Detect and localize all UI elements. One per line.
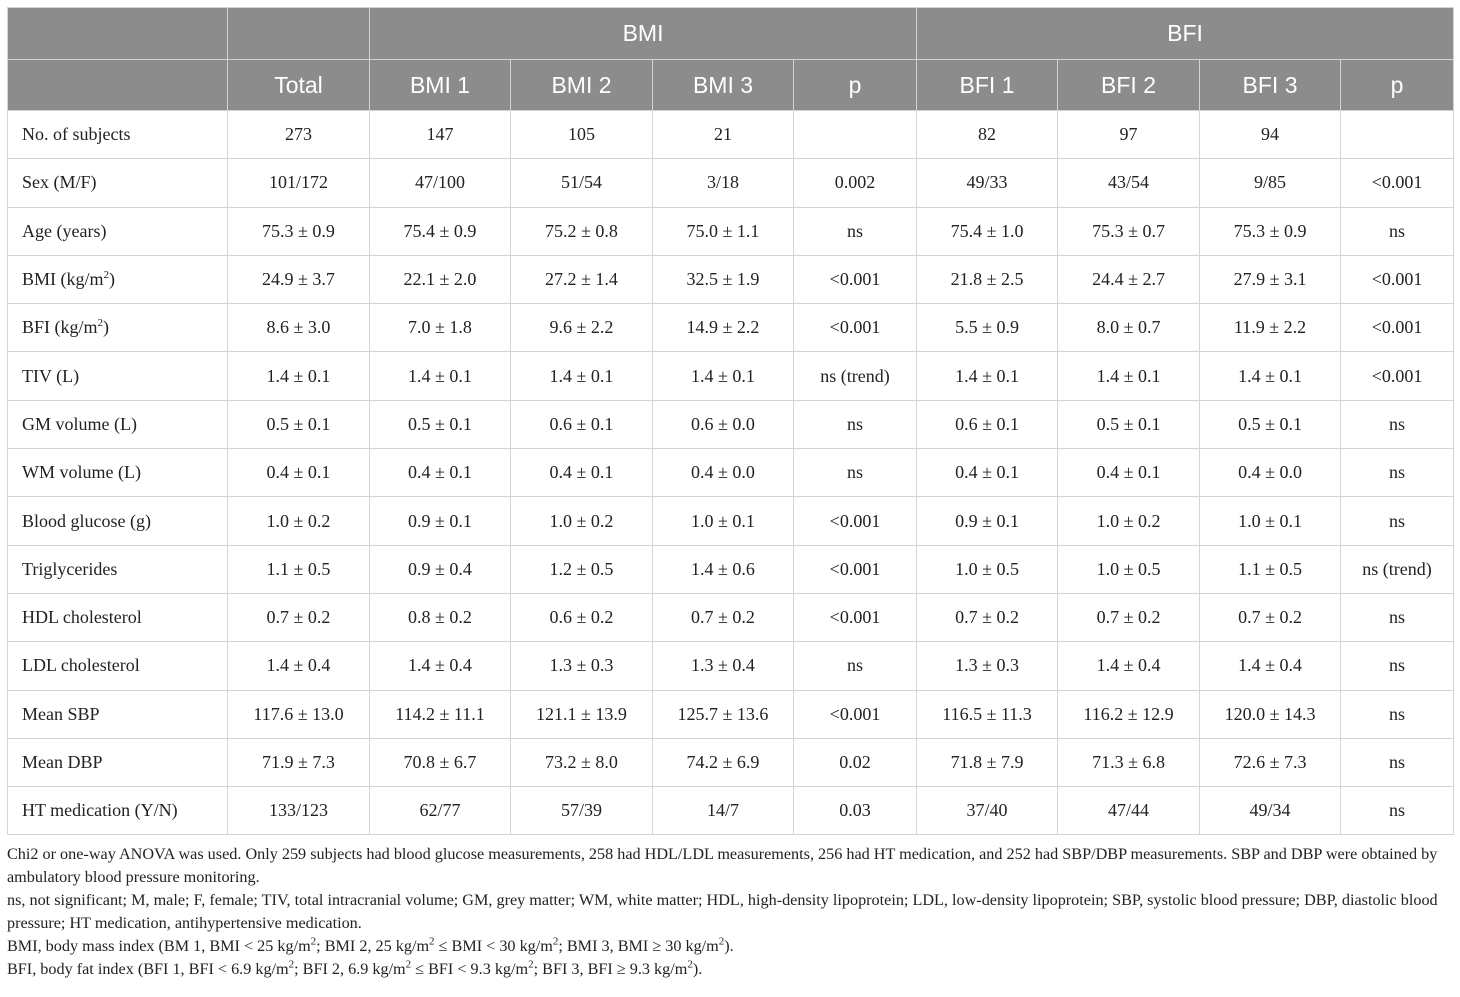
table-cell: 1.3 ± 0.3 (917, 642, 1058, 690)
table-cell: 73.2 ± 8.0 (511, 738, 653, 786)
table-cell: 75.0 ± 1.1 (653, 207, 794, 255)
row-label (8, 497, 228, 545)
table-cell: <0.001 (1341, 255, 1454, 303)
table-cell: 0.7 ± 0.2 (1200, 593, 1341, 641)
table-cell: 47/44 (1058, 787, 1200, 835)
table-cell: ns (1341, 449, 1454, 497)
table-cell: 1.4 ± 0.4 (1200, 642, 1341, 690)
table-cell: 0.03 (794, 787, 917, 835)
table-cell: 14.9 ± 2.2 (653, 304, 794, 352)
table-cell: 7.0 ± 1.8 (370, 304, 511, 352)
row-label (8, 159, 228, 207)
table-cell: <0.001 (1341, 159, 1454, 207)
table-cell: 1.3 ± 0.4 (653, 642, 794, 690)
footnote-text: ; BMI 2, 25 kg/m (316, 937, 430, 956)
superscript: 2 (718, 936, 725, 949)
table-cell: 1.4 ± 0.1 (228, 352, 370, 400)
table-cell: 1.4 ± 0.1 (653, 352, 794, 400)
row-label-text: HT medication (Y/N) (22, 800, 178, 821)
table-cell: 0.4 ± 0.0 (1200, 449, 1341, 497)
footnote-abbreviations: ns, not significant; M, male; F, female; TIV, total intracranial volume; GM, grey matter; WM, white matter; HDL, high-density lipoprotein; LDL, low-density lipoprotein; SBP, systolic blood pressure; DBP, diastolic blood pressure; HT medication, antihypertensive medication. (7, 891, 1438, 933)
superscript: 2 (528, 959, 534, 972)
table-cell: 0.9 ± 0.4 (370, 545, 511, 593)
table-row (8, 593, 1454, 641)
column-header: p (794, 60, 917, 111)
table-cell: <0.001 (794, 497, 917, 545)
column-header: BMI 3 (653, 60, 794, 111)
table-cell (794, 111, 917, 159)
table-cell: 101/172 (228, 159, 370, 207)
footnote-text: ; BMI 3, BMI ≥ 30 kg/m (558, 937, 719, 956)
table-row (8, 111, 1454, 159)
column-header: BFI 3 (1200, 60, 1341, 111)
table-cell: ns (1341, 400, 1454, 448)
table-cell: 49/34 (1200, 787, 1341, 835)
table-cell: <0.001 (794, 304, 917, 352)
table-cell: 116.2 ± 12.9 (1058, 690, 1200, 738)
table-cell: 32.5 ± 1.9 (653, 255, 794, 303)
row-label (8, 400, 228, 448)
row-label (8, 787, 228, 835)
table-cell: 114.2 ± 11.1 (370, 690, 511, 738)
table-cell: 125.7 ± 13.6 (653, 690, 794, 738)
row-label (8, 738, 228, 786)
table-cell: 9/85 (1200, 159, 1341, 207)
column-header: BFI 2 (1058, 60, 1200, 111)
table-cell: 97 (1058, 111, 1200, 159)
table-cell: <0.001 (794, 545, 917, 593)
table-cell: 9.6 ± 2.2 (511, 304, 653, 352)
table-cell: 0.002 (794, 159, 917, 207)
table-cell: 0.7 ± 0.2 (1058, 593, 1200, 641)
table-cell: 1.4 ± 0.1 (1200, 352, 1341, 400)
row-label-text: Age (years) (22, 220, 107, 241)
table-cell: 1.0 ± 0.2 (228, 497, 370, 545)
table-cell: 3/18 (653, 159, 794, 207)
superscript: 2 (288, 959, 295, 972)
table-cell: 0.5 ± 0.1 (228, 400, 370, 448)
table-footnotes (7, 843, 1453, 981)
footnote-bmi-definition (7, 935, 1453, 958)
superscript: 2 (97, 317, 104, 330)
table-cell: 5.5 ± 0.9 (917, 304, 1058, 352)
footnote-text: BFI, body fat index (BFI 1, BFI < 6.9 kg/m (7, 960, 289, 979)
table-cell: 57/39 (511, 787, 653, 835)
table-cell: 11.9 ± 2.2 (1200, 304, 1341, 352)
table-cell: 94 (1200, 111, 1341, 159)
row-label-text: Mean SBP (22, 703, 100, 724)
table-row (8, 352, 1454, 400)
superscript: 2 (103, 269, 110, 282)
table-cell: 1.0 ± 0.1 (653, 497, 794, 545)
table-cell: 51/54 (511, 159, 653, 207)
table-cell: 71.3 ± 6.8 (1058, 738, 1200, 786)
table-cell: 49/33 (917, 159, 1058, 207)
table-cell: 116.5 ± 11.3 (917, 690, 1058, 738)
table-cell: 0.7 ± 0.2 (228, 593, 370, 641)
footnote-text: ; BFI 2, 6.9 kg/m (294, 960, 406, 979)
table-cell: ns (794, 400, 917, 448)
table-cell (1341, 111, 1454, 159)
table-row (8, 400, 1454, 448)
table-cell: 1.0 ± 0.2 (1058, 497, 1200, 545)
table-cell: 8.0 ± 0.7 (1058, 304, 1200, 352)
table-cell: 147 (370, 111, 511, 159)
table-cell: 43/54 (1058, 159, 1200, 207)
row-label (8, 690, 228, 738)
table-cell: 0.02 (794, 738, 917, 786)
footnote-text: ). (692, 960, 703, 979)
footnote-bfi-definition (7, 958, 1453, 981)
table-cell: 71.8 ± 7.9 (917, 738, 1058, 786)
table-cell: 1.4 ± 0.4 (228, 642, 370, 690)
table-cell: ns (1341, 738, 1454, 786)
table-cell: <0.001 (794, 593, 917, 641)
table-cell: 1.4 ± 0.1 (370, 352, 511, 400)
table-cell: ns (794, 642, 917, 690)
table-cell: 75.4 ± 1.0 (917, 207, 1058, 255)
table-cell: 0.8 ± 0.2 (370, 593, 511, 641)
table-cell: 1.2 ± 0.5 (511, 545, 653, 593)
table-cell: 75.3 ± 0.9 (1200, 207, 1341, 255)
table-row (8, 159, 1454, 207)
row-label-text: Blood glucose (g) (22, 510, 151, 531)
table-cell: 14/7 (653, 787, 794, 835)
table-cell: 21.8 ± 2.5 (917, 255, 1058, 303)
table-cell: 273 (228, 111, 370, 159)
table-cell: 0.9 ± 0.1 (370, 497, 511, 545)
table-cell: 0.5 ± 0.1 (1200, 400, 1341, 448)
footnote-methods: Chi2 or one-way ANOVA was used. Only 259 subjects had blood glucose measurements, 258 had HDL/LDL measurements, 256 had HT medication, and 252 had SBP/DBP measurements. SBP and DBP were obtained by ambulatory blood pressure monitoring. (7, 845, 1438, 887)
row-label-text: Triglycerides (22, 558, 118, 579)
table-header (8, 8, 1454, 111)
table-cell: 1.0 ± 0.2 (511, 497, 653, 545)
table-cell: <0.001 (1341, 352, 1454, 400)
table-cell: ns (trend) (1341, 545, 1454, 593)
column-header-row (8, 60, 1454, 111)
row-label (8, 352, 228, 400)
row-label (8, 111, 228, 159)
superscript: 2 (687, 959, 693, 972)
table-cell: ns (1341, 497, 1454, 545)
table-row (8, 545, 1454, 593)
group-header-row (8, 8, 1454, 60)
table-cell: 75.4 ± 0.9 (370, 207, 511, 255)
superscript: 2 (552, 936, 559, 949)
table-cell: 1.0 ± 0.5 (1058, 545, 1200, 593)
table-cell: ns (794, 207, 917, 255)
column-header: BFI 1 (917, 60, 1058, 111)
table-cell: 0.4 ± 0.1 (511, 449, 653, 497)
row-label-text: Sex (M/F) (22, 172, 97, 193)
table-cell: 71.9 ± 7.3 (228, 738, 370, 786)
table-cell: ns (1341, 207, 1454, 255)
table-cell: 1.4 ± 0.4 (370, 642, 511, 690)
row-label-text: LDL cholesterol (22, 655, 140, 676)
table-cell: 27.9 ± 3.1 (1200, 255, 1341, 303)
row-label-text: BMI (kg/m (22, 269, 104, 290)
table-row (8, 304, 1454, 352)
header-empty-cell (228, 8, 370, 60)
row-label-text: No. of subjects (22, 124, 131, 145)
table-cell: 74.2 ± 6.9 (653, 738, 794, 786)
row-label (8, 642, 228, 690)
table-cell: ns (1341, 593, 1454, 641)
table-row (8, 255, 1454, 303)
table-cell: 1.4 ± 0.1 (917, 352, 1058, 400)
row-label-text: WM volume (L) (22, 462, 141, 483)
footnote-text: ≤ BFI < 9.3 kg/m (411, 960, 529, 979)
column-header: BMI 2 (511, 60, 653, 111)
table-row (8, 497, 1454, 545)
data-table (7, 7, 1454, 835)
table-cell: 1.4 ± 0.6 (653, 545, 794, 593)
table-cell: 105 (511, 111, 653, 159)
superscript: 2 (310, 936, 317, 949)
table-cell: 0.6 ± 0.0 (653, 400, 794, 448)
column-header: Total (228, 60, 370, 111)
row-label-text: GM volume (L) (22, 413, 137, 434)
table-row (8, 642, 1454, 690)
table-cell: 62/77 (370, 787, 511, 835)
table-cell: 0.4 ± 0.1 (228, 449, 370, 497)
row-label (8, 255, 228, 303)
table-cell: 1.0 ± 0.5 (917, 545, 1058, 593)
row-label-text: BFI (kg/m (22, 317, 98, 338)
superscript: 2 (405, 959, 412, 972)
table-cell: ns (1341, 642, 1454, 690)
column-header: BMI 1 (370, 60, 511, 111)
table-cell: 47/100 (370, 159, 511, 207)
table-cell: 1.3 ± 0.3 (511, 642, 653, 690)
table-cell: 70.8 ± 6.7 (370, 738, 511, 786)
table-cell: 75.2 ± 0.8 (511, 207, 653, 255)
table-cell: 121.1 ± 13.9 (511, 690, 653, 738)
table-cell: 0.4 ± 0.1 (370, 449, 511, 497)
row-label (8, 304, 228, 352)
row-label (8, 593, 228, 641)
row-label-text: TIV (L) (22, 365, 80, 386)
table-cell: 0.7 ± 0.2 (917, 593, 1058, 641)
table-cell: 27.2 ± 1.4 (511, 255, 653, 303)
table-container (7, 7, 1453, 981)
table-row (8, 690, 1454, 738)
table-cell: 0.7 ± 0.2 (653, 593, 794, 641)
table-cell: ns (794, 449, 917, 497)
table-cell: 0.9 ± 0.1 (917, 497, 1058, 545)
table-cell: 37/40 (917, 787, 1058, 835)
table-row (8, 207, 1454, 255)
header-empty-cell (8, 8, 228, 60)
table-cell: 0.4 ± 0.1 (917, 449, 1058, 497)
table-row (8, 449, 1454, 497)
table-cell: 24.4 ± 2.7 (1058, 255, 1200, 303)
header-empty-cell (8, 60, 228, 111)
table-row (8, 738, 1454, 786)
table-body (8, 111, 1454, 835)
table-cell: 0.4 ± 0.0 (653, 449, 794, 497)
footnote-text: ; BFI 3, BFI ≥ 9.3 kg/m (533, 960, 688, 979)
table-cell: 0.4 ± 0.1 (1058, 449, 1200, 497)
table-row (8, 787, 1454, 835)
table-cell: <0.001 (1341, 304, 1454, 352)
table-cell: 133/123 (228, 787, 370, 835)
table-cell: 120.0 ± 14.3 (1200, 690, 1341, 738)
row-label-text: ) (103, 317, 110, 338)
table-cell: 0.6 ± 0.2 (511, 593, 653, 641)
table-cell: 0.5 ± 0.1 (1058, 400, 1200, 448)
table-cell: ns (1341, 787, 1454, 835)
table-cell: 1.4 ± 0.4 (1058, 642, 1200, 690)
row-label-text: Mean DBP (22, 752, 103, 772)
footnote-text: ). (724, 937, 734, 956)
table-cell: 75.3 ± 0.9 (228, 207, 370, 255)
table-cell: 1.0 ± 0.1 (1200, 497, 1341, 545)
column-header: p (1341, 60, 1454, 111)
row-label (8, 545, 228, 593)
group-header-bmi: BMI (370, 8, 917, 60)
footnote-text: BMI, body mass index (BM 1, BMI < 25 kg/m (7, 937, 311, 956)
table-cell: 1.1 ± 0.5 (1200, 545, 1341, 593)
table-cell: <0.001 (794, 690, 917, 738)
table-cell: 75.3 ± 0.7 (1058, 207, 1200, 255)
footnote-text: ≤ BMI < 30 kg/m (434, 937, 553, 956)
row-label (8, 449, 228, 497)
row-label-text: HDL cholesterol (22, 607, 142, 628)
table-cell: 0.5 ± 0.1 (370, 400, 511, 448)
superscript: 2 (429, 936, 435, 949)
table-cell: 82 (917, 111, 1058, 159)
table-cell: 117.6 ± 13.0 (228, 690, 370, 738)
table-cell: ns (1341, 690, 1454, 738)
row-label (8, 207, 228, 255)
table-cell: 24.9 ± 3.7 (228, 255, 370, 303)
table-cell: 22.1 ± 2.0 (370, 255, 511, 303)
group-header-bfi: BFI (917, 8, 1454, 60)
table-cell: 1.4 ± 0.1 (1058, 352, 1200, 400)
table-cell: 8.6 ± 3.0 (228, 304, 370, 352)
table-cell: 72.6 ± 7.3 (1200, 738, 1341, 786)
table-cell: 1.1 ± 0.5 (228, 545, 370, 593)
table-cell: 1.4 ± 0.1 (511, 352, 653, 400)
table-cell: 0.6 ± 0.1 (511, 400, 653, 448)
table-cell: 21 (653, 111, 794, 159)
table-cell: 0.6 ± 0.1 (917, 400, 1058, 448)
row-label-text: ) (109, 269, 116, 290)
table-cell: ns (trend) (794, 352, 917, 400)
table-cell: <0.001 (794, 255, 917, 303)
